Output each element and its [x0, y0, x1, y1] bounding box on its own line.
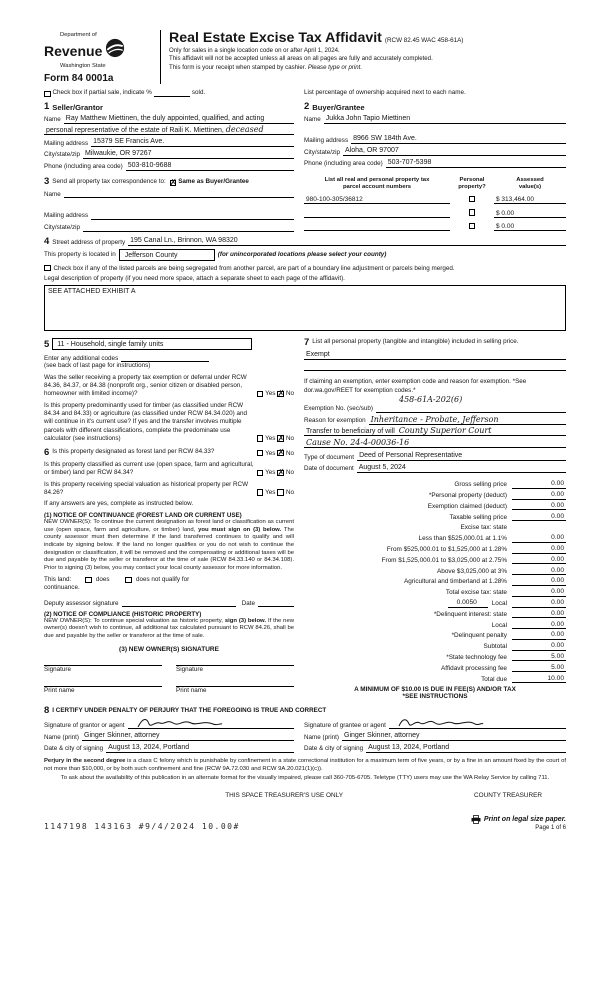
- notice-continuance-text: NEW OWNER(S): To continue the current designation as forest land or classification as current use (open space, farm and agriculture, or timber) land, you must sign on (3) below. The county assessor must then determine if the land transferred continues to qualify and will indicate by signing below. If the land no longer qualifies or you do not wish to continue the designation or classification, it will be removed and the compensating or additional taxes will be due and payable by the seller or transferor at the time of sale (RCW 84.33.140 or 84.34.108). Prior to signing (3) below, you may contact your local county assessor for more information.: [44, 518, 295, 571]
- same-as-buyer-checkbox[interactable]: [170, 180, 177, 187]
- deceased-handwriting: deceased: [225, 125, 264, 135]
- new-owners-signature-title: (3) NEW OWNER(S) SIGNATURE: [119, 645, 219, 653]
- reason-typed: Transfer to beneficiary of will: [306, 428, 395, 436]
- grantee-signature-input[interactable]: [389, 720, 566, 729]
- new-owner-printname-row: Print name Print name: [44, 676, 294, 695]
- seller-exemption-question: Was the seller receiving a property tax exemption or deferral under RCW 84.36, 84.37, or 84.38 (nonprofit org., senior citizen or disabled person, homeowner with limited income)? Yes ✗ No: [44, 374, 294, 399]
- reason-input-3[interactable]: [304, 439, 566, 448]
- excise-row-value[interactable]: 0.00: [512, 556, 566, 565]
- alternate-format-note: To ask about the availability of this publication in an alternate format for the visually impaired, please call 360-705-6705. Teletype (TTY) users may use the WA Relay Service by calling 711.: [60, 775, 550, 782]
- parcel-number-input[interactable]: [304, 223, 450, 231]
- type-of-document-label: Type of document: [304, 453, 355, 461]
- grantee-date-city-label: Date & city of signing: [304, 745, 364, 753]
- header-note-3: This form is your receipt when stamped by cashier. Please type or print.: [169, 63, 363, 71]
- new-owner-signature-row: Signature Signature: [44, 655, 294, 674]
- land-does-qualify-checkbox[interactable]: [85, 577, 92, 584]
- header-note-1: Only for sales in a single location code on or after April 1, 2024.: [169, 47, 340, 55]
- seller-mailing-input[interactable]: 15379 SE Francis Ave.: [91, 138, 294, 147]
- parcel-1-personal-checkbox[interactable]: [469, 209, 476, 216]
- deputy-assessor-signature-input[interactable]: [122, 598, 236, 607]
- additional-codes-note: (see back of last page for instructions): [44, 362, 151, 370]
- excise-row-value[interactable]: 0.00: [512, 502, 566, 511]
- partial-sale-label: Check box if partial sale, indicate %: [52, 89, 152, 96]
- grantor-certification-block: [44, 718, 294, 753]
- section-6-number: 6: [44, 447, 50, 459]
- excise-row-label: Subtotal: [483, 643, 507, 651]
- excise-row-value[interactable]: 0.00: [512, 480, 566, 489]
- section-2-number: 2: [304, 101, 310, 113]
- personal-property-label: List all personal property (tangible and intangible) included in selling price.: [312, 338, 519, 346]
- certification-section: [44, 706, 566, 753]
- section-5-number: 5: [44, 338, 50, 350]
- excise-row-value[interactable]: 0.00: [512, 567, 566, 576]
- this-land-row: This land: does does not qualify for: [44, 575, 190, 583]
- grantor-signature-label: Signature of grantor or agent: [44, 721, 125, 729]
- right-column: [304, 338, 566, 700]
- county-note: (for unincorporated locations please select your county): [217, 251, 387, 259]
- seller-grantor-title: Seller/Grantor: [52, 102, 103, 112]
- deputy-date-label: Date: [241, 599, 255, 607]
- excise-row-value[interactable]: 0.00: [512, 513, 566, 522]
- grantee-signature-label: Signature of grantee or agent: [304, 721, 386, 729]
- historic-yes-checkbox[interactable]: [257, 489, 264, 496]
- additional-codes-input[interactable]: [121, 353, 209, 362]
- grantee-name-print-input[interactable]: Ginger Skinner, attorney: [342, 732, 566, 741]
- main-columns: [44, 338, 566, 700]
- seller-mailing-label: Mailing address: [44, 139, 89, 147]
- grantor-date-city-label: Date & city of signing: [44, 745, 104, 753]
- section-4-number: 4: [44, 235, 50, 247]
- excise-row-label: Total due: [481, 675, 507, 683]
- correspondence-parcels-section: [44, 177, 566, 232]
- grantor-name-print-label: Name (print): [44, 733, 79, 741]
- seller-name-input-line2[interactable]: [44, 126, 294, 135]
- revenue-logo-icon: [105, 38, 125, 63]
- grantee-name-print-label: Name (print): [304, 733, 339, 741]
- segregated-checkbox[interactable]: [44, 265, 51, 272]
- grantee-certification-block: [304, 718, 566, 753]
- type-of-document-input[interactable]: Deed of Personal Representative: [357, 452, 566, 461]
- certification-statement: I CERTIFY UNDER PENALTY OF PERJURY THAT THE FOREGOING IS TRUE AND CORRECT: [52, 706, 327, 714]
- historic-no-checkbox[interactable]: [277, 489, 284, 496]
- perjury-notice: Perjury in the second degree is a class C felony which is punishable by confinement in a state correctional institution for a maximum term of five years, or by a fine in an amount fixed by the court of not more than $10,000, or by both such confinement and fine (RCW 9A.72.030 and RCW 9A.20.021(1)(c)).: [44, 757, 566, 772]
- correspondence-block: [44, 177, 294, 232]
- buyer-city-input[interactable]: Aloha, OR 97007: [343, 147, 566, 156]
- excise-row-value[interactable]: 0.00: [512, 534, 566, 543]
- assessed-value-input[interactable]: $ 0.00: [494, 223, 566, 231]
- excise-row-label: Affidavit processing fee: [441, 664, 507, 672]
- form-header: [44, 30, 566, 84]
- date-of-document-input[interactable]: August 5, 2024: [357, 464, 566, 473]
- corr-mailing-input[interactable]: [91, 211, 294, 220]
- excise-tax-table: [304, 478, 566, 683]
- date-of-document-label: Date of document: [304, 465, 354, 473]
- seller-phone-input[interactable]: 503-810-9688: [126, 162, 294, 171]
- assessed-value-column-header: Assessed value(s): [516, 176, 544, 190]
- deputy-date-input[interactable]: [258, 598, 294, 607]
- corr-name-input[interactable]: [64, 189, 294, 198]
- county-treasurer-label: COUNTY TREASURER: [474, 791, 542, 799]
- reason-handwriting-1: Inheritance - Probate, Jefferson: [370, 414, 499, 424]
- corr-name-label: Name: [44, 190, 61, 198]
- current-use-yes-checkbox[interactable]: [257, 470, 264, 477]
- excise-row-value[interactable]: 5.00: [512, 653, 566, 662]
- street-address-input[interactable]: 195 Canal Ln., Brinnon, WA 98320: [128, 237, 566, 246]
- personal-property-input-2[interactable]: [304, 362, 566, 371]
- buyer-name-input[interactable]: Jukka John Tapio Miettinen: [324, 115, 566, 124]
- segregated-label: Check box if any of the listed parcels are being segregated from another parcel, are part of a boundary line adjustment or parcels being merged.: [53, 264, 455, 272]
- minimum-due-note: A MINIMUM OF $10.00 IS DUE IN FEE(S) AND/OR TAX: [354, 686, 516, 694]
- form-title: Real Estate Excise Tax Affidavit: [169, 30, 382, 46]
- printer-icon: [471, 815, 481, 824]
- ownership-percentage-note: List percentage of ownership acquired next to each name.: [304, 89, 466, 96]
- notice-compliance-title: (2) NOTICE OF COMPLIANCE (HISTORIC PROPERTY): [44, 610, 202, 618]
- notice-continuance-title: (1) NOTICE OF CONTINUANCE (FOREST LAND OR CURRENT USE): [44, 511, 242, 519]
- section-8-number: 8: [44, 705, 50, 717]
- excise-row-value[interactable]: 5.00: [512, 664, 566, 673]
- corr-city-label: City/state/zip: [44, 224, 81, 232]
- grantee-signature-mark: [397, 715, 485, 731]
- grantor-name-print-input[interactable]: Ginger Skinner, attorney: [82, 732, 294, 741]
- grantor-signature-input[interactable]: [128, 720, 294, 729]
- q2-yes-checkbox[interactable]: [257, 435, 264, 442]
- dept-of-label: Department of: [60, 32, 97, 38]
- reason-input-2[interactable]: [304, 427, 566, 436]
- excise-row-label: *State technology fee: [446, 653, 507, 661]
- historic-property-question: Is this property receiving special valuation as historical property per RCW 84.26? Yes No: [44, 480, 294, 497]
- new-owner-signature-input-1[interactable]: [44, 655, 162, 666]
- excise-row-label: From $525,000.01 to $1,525,000 at 1.28%: [386, 546, 507, 554]
- corr-mailing-label: Mailing address: [44, 212, 89, 220]
- cashier-stamp: 1147198 143163 #9/4/2024 10.00#: [44, 821, 240, 831]
- exemption-no-input[interactable]: [376, 404, 566, 413]
- exemption-no-label: Exemption No. (sec/sub): [304, 405, 373, 413]
- q1-yes-checkbox[interactable]: [257, 391, 264, 398]
- excise-row-label: *Delinquent penalty: [451, 632, 507, 640]
- partial-sale-suffix: sold.: [191, 89, 206, 96]
- exemption-code-handwriting: 458-61A-202(6): [399, 394, 463, 404]
- legal-description-label: Legal description of property (if you need more space, attach a separate sheet to each page of the affidavit).: [44, 275, 345, 283]
- print-note: Print on legal size paper.: [471, 815, 566, 824]
- exemption-intro: If claiming an exemption, enter exemption code and reason for exemption. *See dor.wa.gov/REET for exemption codes.*: [304, 378, 527, 394]
- partial-sale-checkbox[interactable]: [44, 91, 51, 98]
- excise-row-label: Gross selling price: [454, 481, 507, 489]
- title-block: [160, 30, 566, 84]
- section-3-number: 3: [44, 175, 50, 187]
- additional-codes-label: Enter any additional codes: [44, 354, 119, 362]
- predominant-use-question: Is this property predominantly used for timber (as classified under RCW 84.34 and 84.33) or agriculture (as classified under RCW 84.34.020) and will continue in it's current use? If yes and the transfer involves multiple parcels with different classifications, complete the predominate use calculator (see instructions) Yes ✗ No: [44, 402, 294, 443]
- correspondence-intro: Send all property tax correspondence to:: [52, 177, 166, 185]
- buyer-phone-label: Phone (including area code): [304, 160, 383, 168]
- seller-city-input[interactable]: Milwaukie, OR 97267: [83, 150, 294, 159]
- parties-section: [44, 102, 566, 170]
- dor-logo-block: [44, 30, 160, 84]
- parcel-row: [304, 218, 566, 232]
- seller-name-label: Name: [44, 116, 61, 124]
- revenue-wordmark: Revenue: [44, 42, 103, 59]
- excise-row-label: Exemption claimed (deduct): [427, 502, 507, 510]
- partial-sale-row: [44, 89, 566, 97]
- excise-row-value[interactable]: 0.00: [512, 642, 566, 651]
- page-number: Page 1 of 6: [535, 824, 566, 831]
- excise-row-value[interactable]: 0.00: [512, 545, 566, 554]
- personal-property-input[interactable]: Exempt: [304, 351, 566, 360]
- parcel-number-input[interactable]: 980-100-305/36812: [304, 196, 450, 204]
- seller-name-input[interactable]: Ray Matthew Miettinen, the duly appointed, qualified, and acting: [64, 115, 294, 124]
- new-owner-signature-input-2[interactable]: [176, 655, 294, 666]
- excise-row-label: Above $3,025,000 at 3%: [437, 567, 507, 575]
- parcel-row: [304, 204, 566, 218]
- parcel-2-personal-checkbox[interactable]: [469, 223, 476, 230]
- grantor-date-city-input[interactable]: August 13, 2024, Portland: [106, 744, 294, 753]
- reason-handwriting-2: County Superior Court: [398, 426, 492, 436]
- county-select[interactable]: Jefferson County: [119, 249, 215, 261]
- new-owner-printname-input-1[interactable]: [44, 676, 162, 687]
- excise-row-value[interactable]: 0.00: [512, 610, 566, 619]
- current-use-question: Is this property classified as current use (open space, farm and agricultural, or timber) land per RCW 84.34? Yes ✗ No: [44, 461, 294, 478]
- legal-description-input[interactable]: SEE ATTACHED EXHIBIT A: [44, 285, 566, 331]
- excise-row-value[interactable]: 0.00: [512, 631, 566, 640]
- seller-grantor-block: [44, 102, 294, 170]
- local-rate-input[interactable]: 0.0050: [448, 599, 488, 608]
- excise-row-label: Local: [491, 600, 507, 607]
- seller-name-continued: personal representative of the estate of Raili K. Miettinen,: [46, 127, 224, 135]
- buyer-mailing-input[interactable]: 8966 SW 184th Ave.: [351, 135, 566, 144]
- buyer-grantee-block: [304, 102, 566, 170]
- street-address-label: Street address of property: [52, 238, 126, 246]
- excise-row-value[interactable]: 0.00: [512, 588, 566, 597]
- parcel-table: [304, 177, 566, 232]
- excise-row-value[interactable]: 0.00: [512, 577, 566, 586]
- grantor-signature-mark: [136, 715, 224, 731]
- excise-row-label: Total excise tax: state: [445, 589, 507, 597]
- excise-row-value[interactable]: 0.00: [512, 621, 566, 630]
- corr-city-input[interactable]: [83, 223, 294, 232]
- reason-handwriting-3: Cause No. 24-4-00036-16: [306, 438, 410, 448]
- parcel-row: [304, 191, 566, 205]
- treasurer-row: [44, 792, 566, 802]
- parcel-column-header: List all real and personal property tax parcel account numbers: [324, 176, 430, 190]
- excise-row-label: From $1,525,000.01 to $3,025,000 at 2.75%: [381, 556, 507, 564]
- reason-for-exemption-label: Reason for exemption: [304, 417, 366, 425]
- buyer-phone-input[interactable]: 503-707-5398: [386, 159, 566, 168]
- excise-row-label: Taxable selling price: [449, 513, 507, 521]
- buyer-mailing-label: Mailing address: [304, 136, 349, 144]
- form-number: Form 84 0001a: [44, 73, 114, 84]
- treasurer-space-label: THIS SPACE TREASURER'S USE ONLY: [225, 791, 343, 799]
- parcel-table-header: [304, 177, 566, 191]
- forest-no-checkbox[interactable]: [277, 450, 284, 457]
- buyer-name-label: Name: [304, 116, 321, 124]
- excise-row-value[interactable]: 0.00: [512, 491, 566, 500]
- excise-row-value[interactable]: 0.00: [512, 599, 566, 608]
- excise-row-label: *Personal property (deduct): [428, 492, 507, 500]
- q1-no-checkbox[interactable]: [277, 391, 284, 398]
- partial-sale-percent-input[interactable]: [154, 90, 190, 97]
- grantee-date-city-input[interactable]: August 13, 2024, Portland: [366, 744, 566, 753]
- excise-row-label: *Delinquent interest: state: [433, 610, 507, 618]
- deputy-assessor-label: Deputy assessor signature: [44, 599, 119, 607]
- personal-property-section: [304, 338, 566, 348]
- left-column: [44, 338, 294, 700]
- bottom-row: [44, 815, 566, 831]
- header-note-2: This affidavit will not be accepted unless all areas on all pages are fully and accurately completed.: [169, 55, 433, 63]
- form-title-rcw: (RCW 82.45 WAC 458-61A): [384, 37, 464, 44]
- seller-city-label: City/state/zip: [44, 151, 81, 159]
- forest-land-question: 6 Is this property designated as forest land per RCW 84.33? Yes ✗ No: [44, 448, 294, 458]
- excise-row-label: Local: [491, 621, 507, 629]
- forest-yes-checkbox[interactable]: [257, 450, 264, 457]
- seller-phone-label: Phone (including area code): [44, 163, 123, 171]
- washington-state-label: Washington State: [60, 63, 106, 69]
- notice-compliance-text: NEW OWNER(S): To continue special valuation as historic property, sign (3) below. If the new owner(s) doesn't wish to continue, all additional tax calculated pursuant to RCW 84.26, shall be due and payable by the seller or transferor at the time of sale.: [44, 617, 294, 640]
- same-as-buyer-label: Same as Buyer/Grantee: [178, 177, 249, 185]
- land-use-code-select[interactable]: 11 - Household, single family units: [52, 338, 252, 350]
- located-in-label: This property is located in: [44, 251, 116, 259]
- see-instructions-note: *SEE INSTRUCTIONS: [402, 693, 468, 701]
- current-use-no-checkbox[interactable]: [277, 470, 284, 477]
- continuance-label: continuance.: [44, 583, 80, 591]
- excise-row-value[interactable]: 10.00: [512, 675, 566, 684]
- buyer-grantee-title: Buyer/Grantee: [312, 102, 365, 112]
- q2-no-checkbox[interactable]: [277, 435, 284, 442]
- excise-row-label: Agricultural and timberland at 1.28%: [403, 578, 507, 586]
- if-yes-note: If any answers are yes, complete as instructed below.: [44, 500, 194, 508]
- parcel-number-input[interactable]: [304, 210, 450, 218]
- reason-input-1[interactable]: [369, 416, 566, 425]
- section-1-number: 1: [44, 101, 50, 113]
- new-owner-printname-input-2[interactable]: [176, 676, 294, 687]
- section-7-number: 7: [304, 337, 310, 349]
- excise-row-label: Less than $525,000.01 at 1.1%: [418, 535, 507, 543]
- excise-row-label: Excise tax: state: [460, 524, 507, 532]
- parcel-0-personal-checkbox[interactable]: [469, 196, 476, 203]
- land-does-not-qualify-checkbox[interactable]: [125, 577, 132, 584]
- buyer-city-label: City/state/zip: [304, 148, 341, 156]
- assessed-value-input[interactable]: $ 313,464.00: [494, 196, 566, 204]
- assessed-value-input[interactable]: $ 0.00: [494, 210, 566, 218]
- property-location-section: [44, 237, 566, 332]
- personal-property-column-header: Personal property?: [458, 176, 486, 190]
